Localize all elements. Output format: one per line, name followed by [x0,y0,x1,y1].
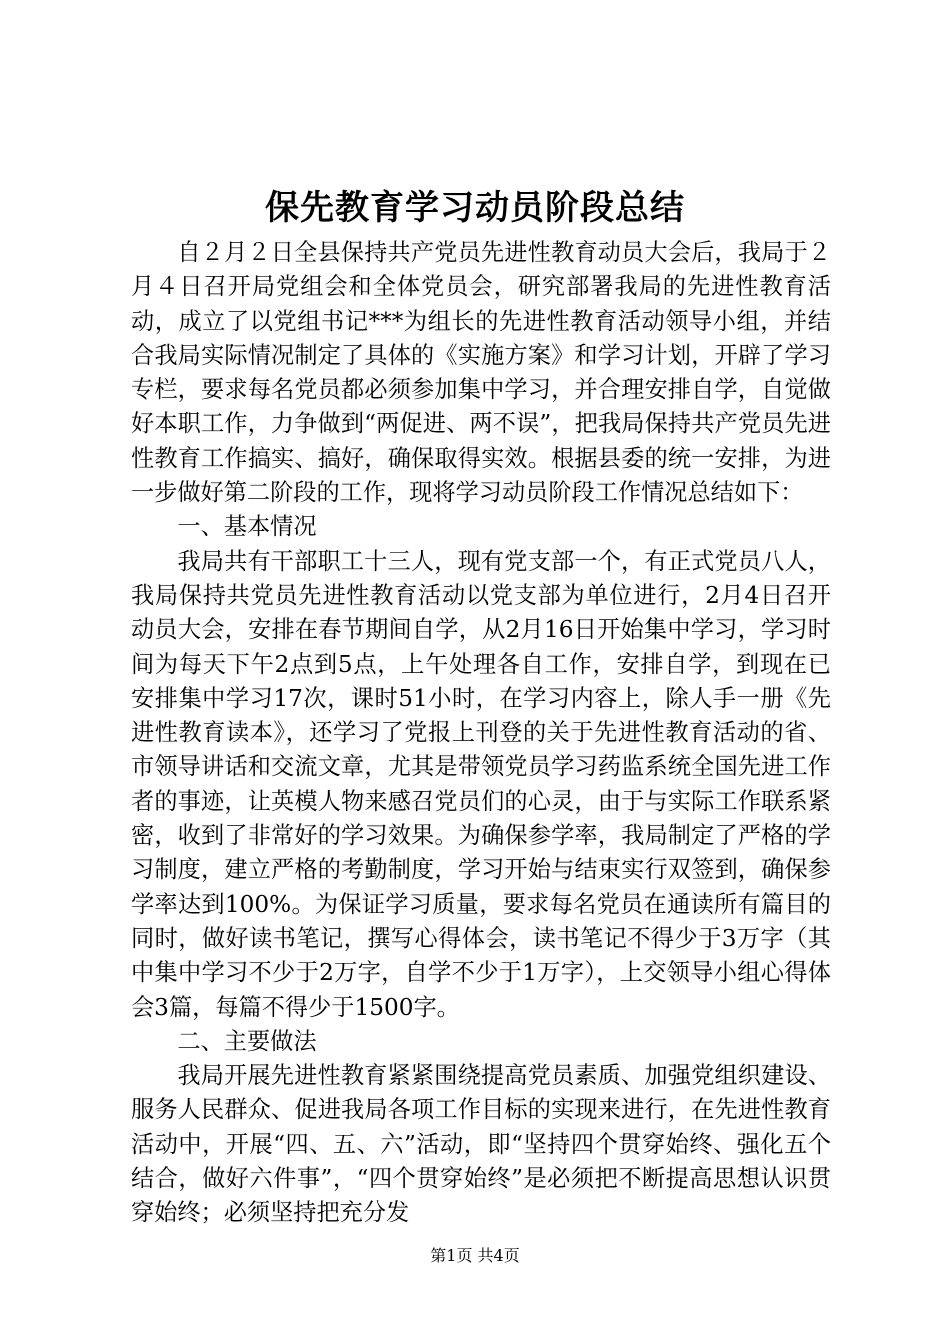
document-body [131,236,831,1231]
paragraph-main-practices: 我局开展先进性教育紧紧围绕提高党员素质、加强党组织建设、服务人民群众、促进我局各项工作目标的实现来进行，在先进性教育活动中，开展“四、五、六”活动，即“坚持四个贯穿始终、强化五个结合，做好六件事”，“四个贯穿始终”是必须把不断提高思想认识贯穿始终；必须坚持把充分发 [131,1062,831,1227]
paragraph-intro: 自２月２日全县保持共产党员先进性教育动员大会后，我局于２月４日召开局党组会和全体党员会，研究部署我局的先进性教育活动，成立了以党组书记***为组长的先进性教育活动领导小组，并结合我局实际情况制定了具体的《实施方案》和学习计划，开辟了学习专栏，要求每名党员都必须参加集中学习，并合理安排自学，自觉做好本职工作，力争做到“两促进、两不误”，把我局保持共产党员先进性教育工作搞实、搞好，确保取得实效。根据县委的统一安排，为进一步做好第二阶段的工作，现将学习动员阶段工作情况总结如下： [131,239,831,507]
section-heading-basic-situation: 一、基本情况 [177,513,317,541]
document-title: 保先教育学习动员阶段总结 [265,188,685,228]
page-footer: 第1页 共4页 [430,1246,520,1265]
section-heading-main-practices: 二、主要做法 [177,1027,317,1055]
paragraph-basic-situation: 我局共有干部职工十三人，现有党支部一个，有正式党员八人，我局保持共党员先进性教育活动以党支部为单位进行，2月4日召开动员大会，安排在春节期间自学，从2月16日开始集中学习，学习时间为每天下午2点到5点，上午处理各自工作，安排自学，到现在已安排集中学习17次，课时51小时，在学习内容上，除人手一册《先进性教育读本》，还学习了党报上刊登的关于先进性教育活动的省、市领导讲话和交流文章，尤其是带领党员学习药监系统全国先进工作者的事迹，让英模人物来感召党员们的心灵，由于与实际工作联系紧密，收到了非常好的学习效果。为确保参学率，我局制定了严格的学习制度，建立严格的考勤制度，学习开始与结束实行双签到，确保参学率达到100%。为保证学习质量，要求每名党员在通读所有篇目的同时，做好读书笔记，撰写心得体会，读书笔记不得少于3万字（其中集中学习不少于2万字，自学不少于1万字），上交领导小组心得体会3篇，每篇不得少于1500字。 [131,547,831,1021]
